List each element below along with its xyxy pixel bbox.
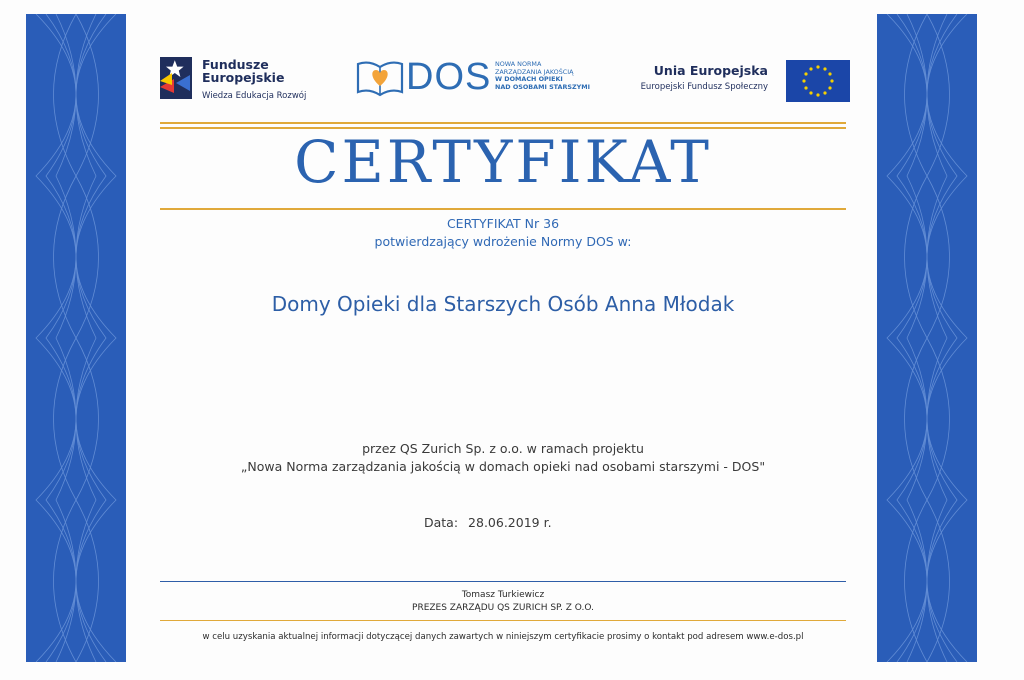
dos-wordmark: DOS: [406, 56, 492, 98]
fe-title: [202, 58, 284, 84]
right-decorative-band: [877, 14, 977, 662]
dos-tagline-line3: W DOMACH OPIEKI: [495, 75, 563, 83]
certificate-holder: Domy Opieki dla Starszych Osób Anna Młodak: [271, 292, 735, 316]
contact-note: w celu uzyskania aktualnej informacji dotyczącej danych zawartych w niniejszym certyfikacie prosimy o kontakt pod adresem www.e-dos.pl: [202, 632, 804, 642]
date-label: Data:: [424, 515, 459, 530]
eu-flag-icon: [786, 60, 850, 102]
dos-tagline-line4: NAD OSOBAMI STARSZYMI: [495, 82, 591, 91]
band-pattern-left: [26, 14, 126, 662]
dos-logo: [355, 58, 605, 104]
ue-subtitle: Europejski Fundusz Społeczny: [640, 82, 768, 92]
fe-emblem-icon: [160, 57, 192, 99]
fe-title-line1: Fundusze: [202, 57, 269, 72]
signature-rule: [160, 581, 846, 582]
fe-title-line2: Europejskie: [202, 70, 285, 85]
gold-rule-bottom: [160, 208, 846, 210]
certificate-number: CERTYFIKAT Nr 36: [446, 216, 560, 231]
signer-role: PREZES ZARZĄDU QS ZURICH SP. Z O.O.: [412, 603, 594, 613]
fe-subtitle: Wiedza Edukacja Rozwój: [202, 91, 307, 101]
left-decorative-band: [26, 14, 126, 662]
issuer-line: przez QS Zurich Sp. z o.o. w ramach projektu: [362, 441, 644, 456]
certificate-confirmation: potwierdzający wdrożenie Normy DOS w:: [374, 234, 632, 249]
fundusze-europejskie-logo: [160, 55, 330, 105]
dos-tagline: [495, 61, 590, 91]
open-book-heart-icon: [355, 58, 405, 100]
issue-date: [424, 515, 558, 530]
ue-title: Unia Europejska: [653, 63, 768, 78]
gold-rule-footer: [160, 620, 846, 621]
unia-europejska-logo: [620, 60, 850, 100]
band-pattern-right: [877, 14, 977, 662]
certificate-title: CERTYFIKAT: [294, 128, 712, 196]
gold-rule-top-1: [160, 122, 846, 124]
dos-tagline-line1: NOWA NORMA: [495, 60, 542, 68]
project-line: „Nowa Norma zarządzania jakością w domach opieki nad osobami starszymi - DOS": [240, 459, 766, 474]
date-value: 28.06.2019 r.: [468, 515, 552, 530]
dos-tagline-line2: ZARZĄDZANIA JAKOŚCIĄ: [495, 67, 574, 76]
signer-name: Tomasz Turkiewicz: [461, 590, 545, 600]
